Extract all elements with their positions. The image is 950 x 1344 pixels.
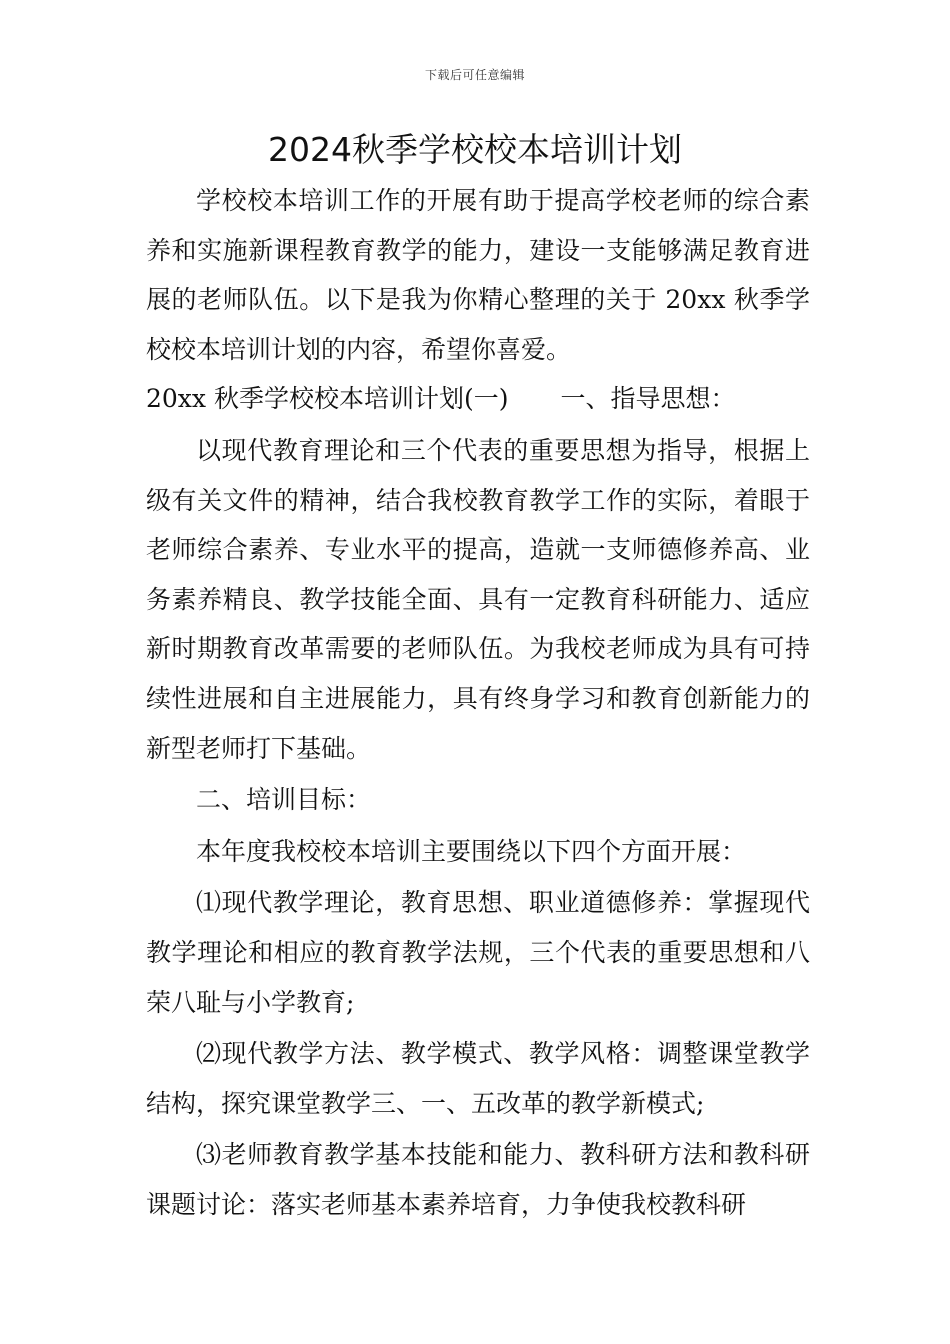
list-item-2: ⑵现代教学方法、教学模式、教学风格：调整课堂教学结构，探究课堂教学三、一、五改革的教学新模式; — [146, 1039, 810, 1118]
intro-paragraph: 学校校本培训工作的开展有助于提高学校老师的综合素养和实施新课程教育教学的能力，建设一支能够满足教育进展的老师队伍。以下是我为你精心整理的关于 20xx 秋季学校校本培训计划的内容，希望你喜爱。 — [146, 186, 810, 364]
list-item-1: ⑴现代教学理论，教育思想、职业道德修养：掌握现代教学理论和相应的教育教学法规，三个代表的重要思想和八荣八耻与小学教育; — [146, 888, 810, 1017]
training-scope-paragraph: 本年度我校校本培训主要围绕以下四个方面开展： — [196, 836, 747, 866]
section-heading: 20xx 秋季学校校本培训计划(一) — [146, 384, 509, 414]
training-goals-heading: 二、培训目标： — [196, 785, 372, 815]
section-heading-line — [146, 374, 810, 424]
guiding-thought-paragraph: 以现代教育理论和三个代表的重要思想为指导，根据上级有关文件的精神，结合我校教育教学工作的实际，着眼于老师综合素养、专业水平的提高，造就一支师德修养高、业务素养精良、教学技能全面、具有一定教育科研能力、适应新时期教育改革需要的老师队伍。为我校老师成为具有可持续性进展和自主进展能力，具有终身学习和教育创新能力的新型老师打下基础。 — [146, 435, 810, 763]
document-body — [146, 176, 810, 1229]
list-item-3: ⑶老师教育教学基本技能和能力、教科研方法和教科研课题讨论：落实老师基本素养培育，力争使我校教科研 — [146, 1140, 810, 1219]
section-subheading: 一、指导思想： — [560, 384, 736, 414]
document-title: 2024秋季学校校本培训计划 — [268, 130, 682, 169]
page-header-note: 下载后可任意编辑 — [424, 68, 525, 82]
